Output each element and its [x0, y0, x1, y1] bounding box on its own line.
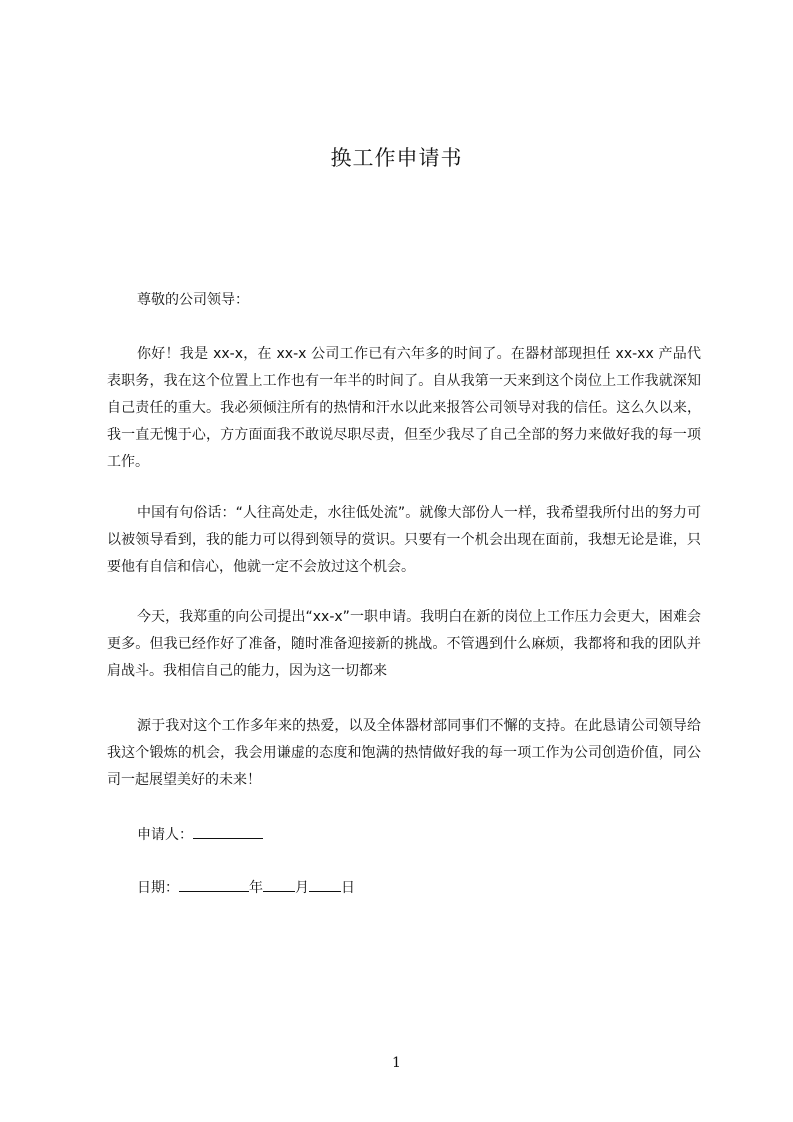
paragraph-application: 今天，我郑重的向公司提出“xx-x”一职申请。我明白在新的岗位上工作压力会更大，困难会更多。但我已经作好了准备，随时准备迎接新的挑战。不管遇到什么麻烦，我都将和我的团队并肩战斗。我相信自己的能力，因为这一切都来: [107, 609, 701, 679]
salutation: 尊敬的公司领导：: [137, 292, 249, 308]
paragraph-proverb: 中国有句俗话：“人往高处走，水往低处流”。就像大部份人一样，我希望我所付出的努力可以被领导看到，我的能力可以得到领导的赏识。只要有一个机会出现在面前，我想无论是谁，只要他有自信和信心，他就一定不会放过这个机会。: [107, 505, 701, 575]
year-label: 年: [249, 880, 263, 896]
page-number: 1: [392, 1055, 401, 1071]
month-blank: [263, 877, 295, 892]
applicant-label: 申请人：: [137, 827, 193, 843]
paragraph-closing: 源于我对这个工作多年来的热爱，以及全体器材部同事们不懈的支持。在此恳请公司领导给我这个锻炼的机会，我会用谦虚的态度和饱满的热情做好我的每一项工作为公司创造价值，同公司一起展望美好的未来！: [107, 718, 701, 788]
day-label: 日: [341, 880, 355, 896]
day-blank: [309, 877, 341, 892]
date-label: 日期：: [137, 880, 179, 896]
paragraph-intro: 你好！我是 xx-x，在 xx-x 公司工作已有六年多的时间了。在器材部现担任 xx-xx 产品代表职务，我在这个位置上工作也有一年半的时间了。自从我第一天来到这个岗位上工作我就深知自己责任的重大。我必须倾注所有的热情和汗水以此来报答公司领导对我的信任。这么久以来，我一直无愧于心，方方面面我不敢说尽职尽责，但至少我尽了自己全部的努力来做好我的每一项工作。: [107, 346, 701, 470]
year-blank: [179, 877, 249, 892]
applicant-blank: [193, 824, 263, 839]
document-title: 换工作申请书: [330, 146, 463, 170]
month-label: 月: [295, 880, 309, 896]
applicant-line: [137, 824, 263, 844]
date-line: [137, 877, 355, 897]
